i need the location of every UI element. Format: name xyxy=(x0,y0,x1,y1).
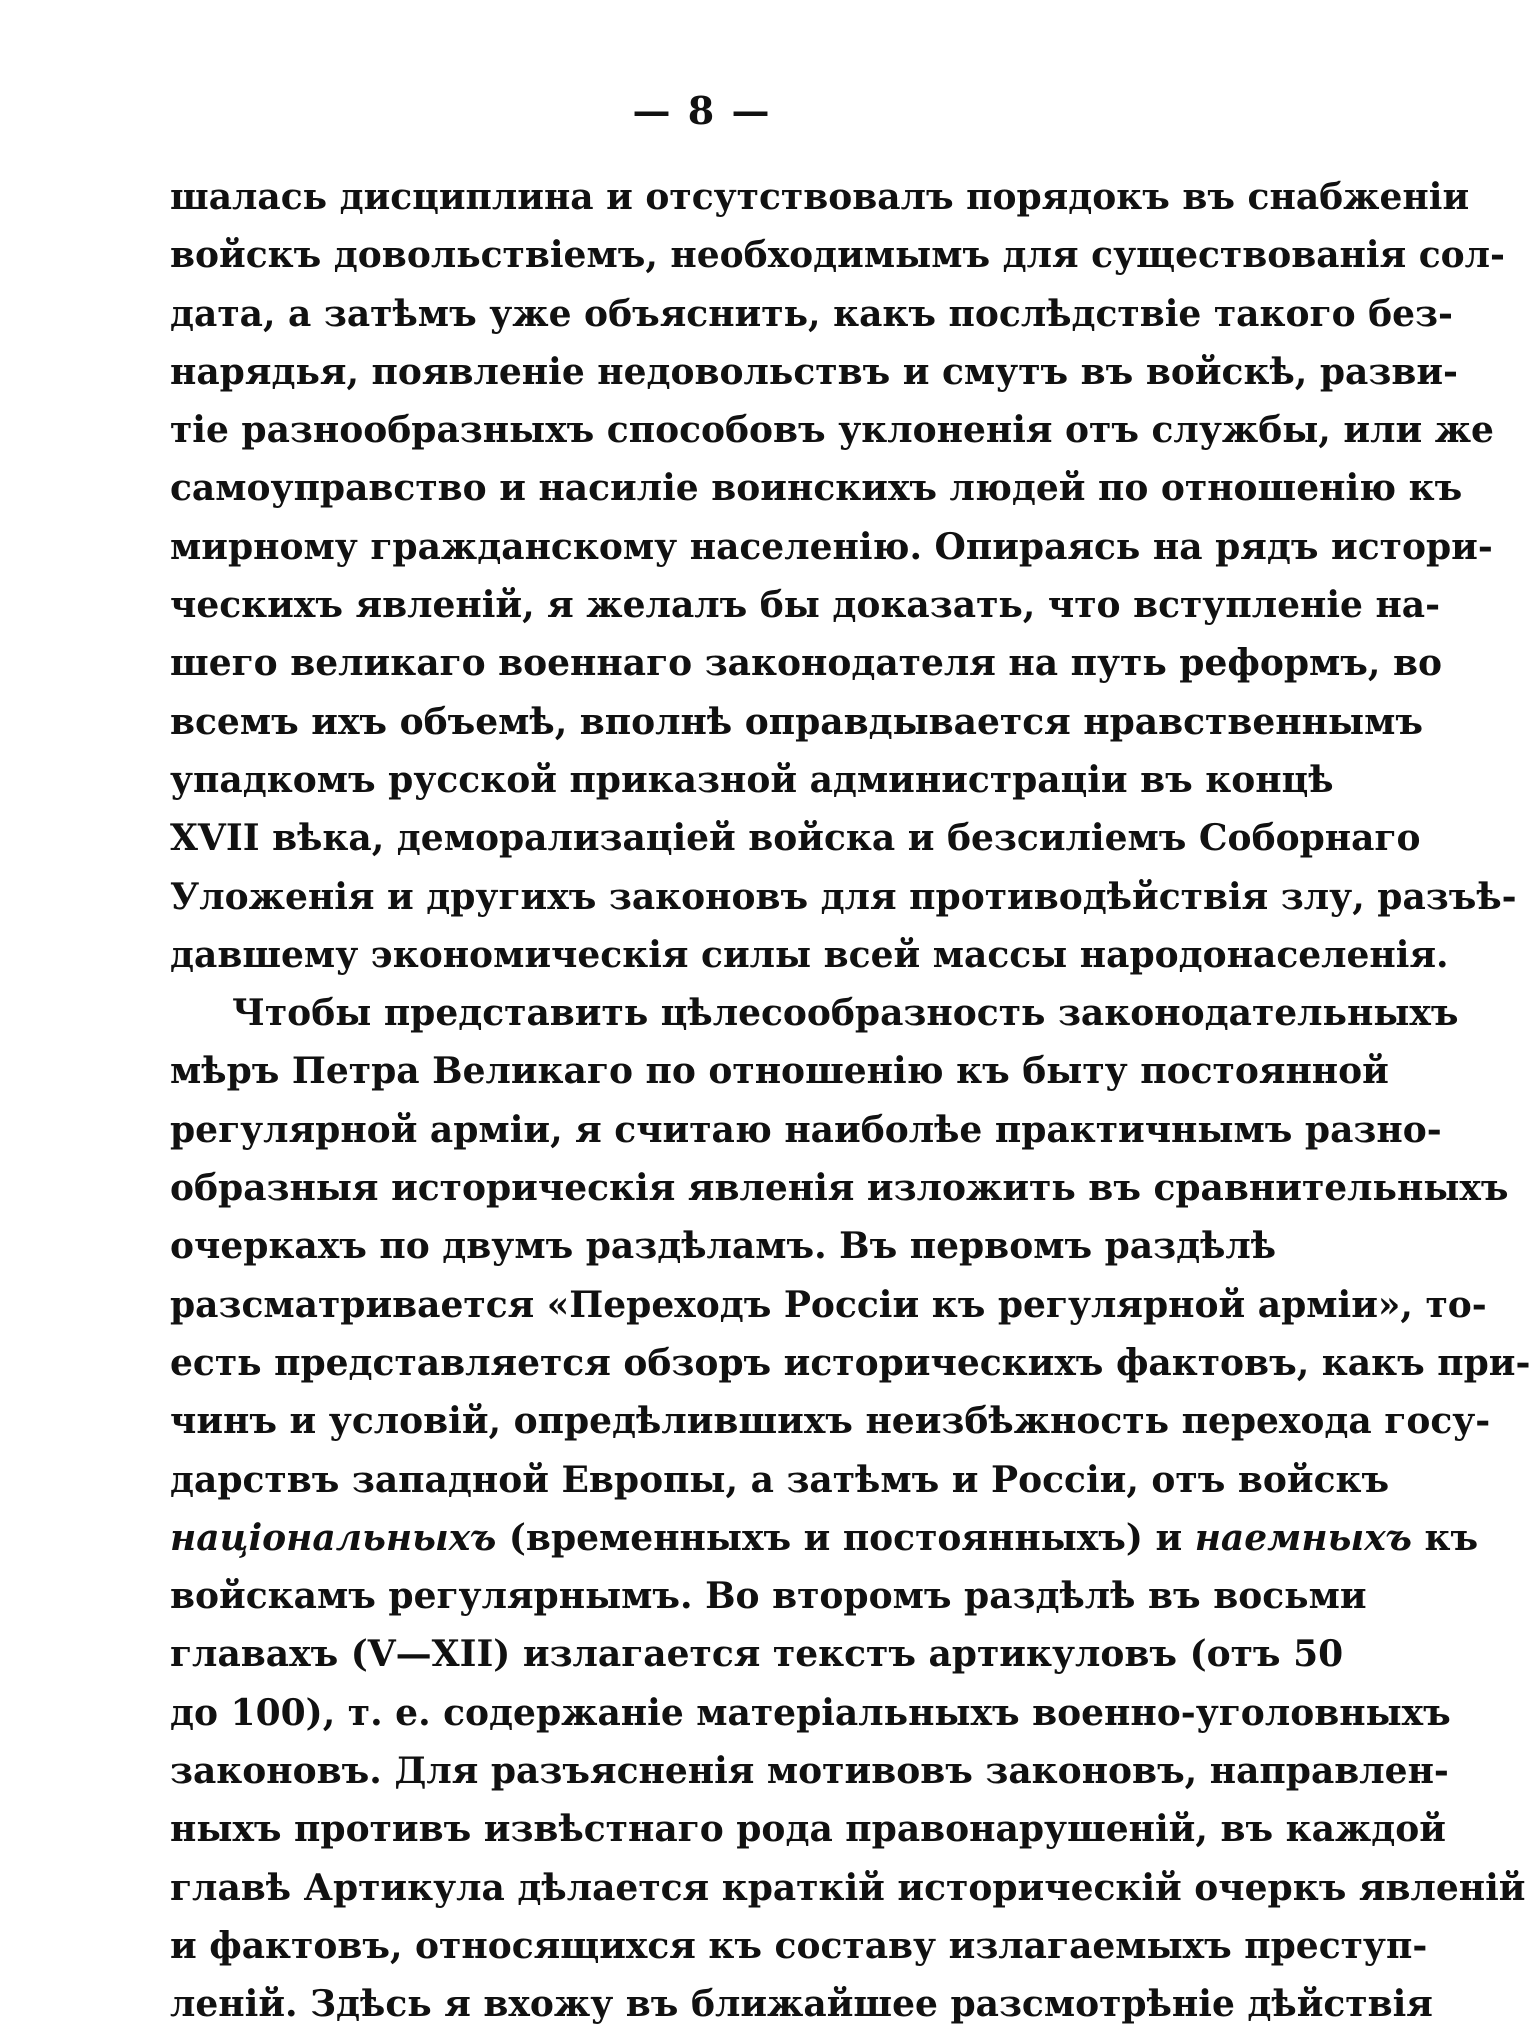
text-segment: къ xyxy=(1411,1516,1479,1559)
text-line: главѣ Артикула дѣлается краткій историческій очеркъ явленій xyxy=(170,1866,1526,1909)
text-line: до 100), т. е. содержаніе матеріальныхъ военно-уголовныхъ xyxy=(170,1691,1451,1734)
text-line: очеркахъ по двумъ раздѣламъ. Въ первомъ раздѣлѣ xyxy=(170,1225,1277,1268)
text-line: самоуправство и насиліе воинскихъ людей по отношенію къ xyxy=(170,467,1463,510)
paragraph-1 xyxy=(170,168,1517,984)
text-line: нарядья, появленіе недовольствъ и смутъ въ войскѣ, разви- xyxy=(170,350,1458,393)
text-line: главахъ (V—XII) излагается текстъ артикуловъ (отъ 50 xyxy=(170,1633,1344,1676)
text-line: дата, а затѣмъ уже объяснить, какъ послѣдствіе такого без- xyxy=(170,292,1453,335)
text-line: войскъ довольствіемъ, необходимымъ для существованія сол- xyxy=(170,234,1505,277)
text-line: шего великаго военнаго законодателя на путь реформъ, во xyxy=(170,642,1442,685)
text-line: упадкомъ русской приказной администраціи въ концѣ xyxy=(170,758,1334,801)
text-line: XVII вѣка, деморализаціей войска и безсиліемъ Соборнаго xyxy=(170,817,1421,860)
text-line: мирному гражданскому населенію. Опираясь на рядъ истори- xyxy=(170,525,1493,568)
text-line: мѣръ Петра Великаго по отношенію къ быту постоянной xyxy=(170,1050,1389,1093)
page-number: — 8 — xyxy=(632,88,772,133)
italic-term: національныхъ xyxy=(170,1516,497,1559)
italic-term: наемныхъ xyxy=(1194,1516,1412,1559)
text-line: давшему экономическія силы всей массы народонаселенія. xyxy=(170,933,1449,976)
text-segment: (временныхъ и постоянныхъ) и xyxy=(496,1516,1195,1559)
text-line: есть представляется обзоръ историческихъ фактовъ, какъ при- xyxy=(170,1341,1530,1384)
text-line: ческихъ явленій, я желалъ бы доказать, что вступленіе на- xyxy=(170,584,1441,627)
text-line: и фактовъ, относящихся къ составу излагаемыхъ преступ- xyxy=(170,1924,1428,1967)
text-line-mixed xyxy=(170,1509,1479,1567)
body-text xyxy=(170,168,1530,2034)
text-line: дарствъ западной Европы, а затѣмъ и Россіи, отъ войскъ xyxy=(170,1458,1390,1501)
text-line: Чтобы представить цѣлесообразность законодательныхъ xyxy=(232,992,1459,1035)
paragraph-2 xyxy=(170,984,1530,2033)
text-line: всемъ ихъ объемѣ, вполнѣ оправдывается нравственнымъ xyxy=(170,700,1423,743)
text-line: чинъ и условій, опредѣлившихъ неизбѣжность перехода госу- xyxy=(170,1400,1491,1443)
text-line: законовъ. Для разъясненія мотивовъ законовъ, направлен- xyxy=(170,1750,1449,1793)
text-line: шалась дисциплина и отсутствовалъ порядокъ въ снабженіи xyxy=(170,176,1470,218)
text-line: регулярной арміи, я считаю наиболѣе практичнымъ разно- xyxy=(170,1108,1442,1151)
text-line: леній. Здѣсь я вхожу въ ближайшее разсмотрѣніе дѣйствія xyxy=(170,1983,1433,2026)
text-line: образныя историческія явленія изложить въ сравнительныхъ xyxy=(170,1167,1509,1210)
text-line: Уложенія и другихъ законовъ для противодѣйствія злу, разъѣ- xyxy=(170,875,1517,918)
text-line: ныхъ противъ извѣстнаго рода правонарушеній, въ каждой xyxy=(170,1808,1446,1851)
text-line: войскамъ регулярнымъ. Во второмъ раздѣлѣ въ восьми xyxy=(170,1575,1367,1618)
text-line: тіе разнообразныхъ способовъ уклоненія отъ службы, или же xyxy=(170,409,1494,452)
text-line: разсматривается «Переходъ Россіи къ регулярной арміи», то- xyxy=(170,1283,1487,1326)
